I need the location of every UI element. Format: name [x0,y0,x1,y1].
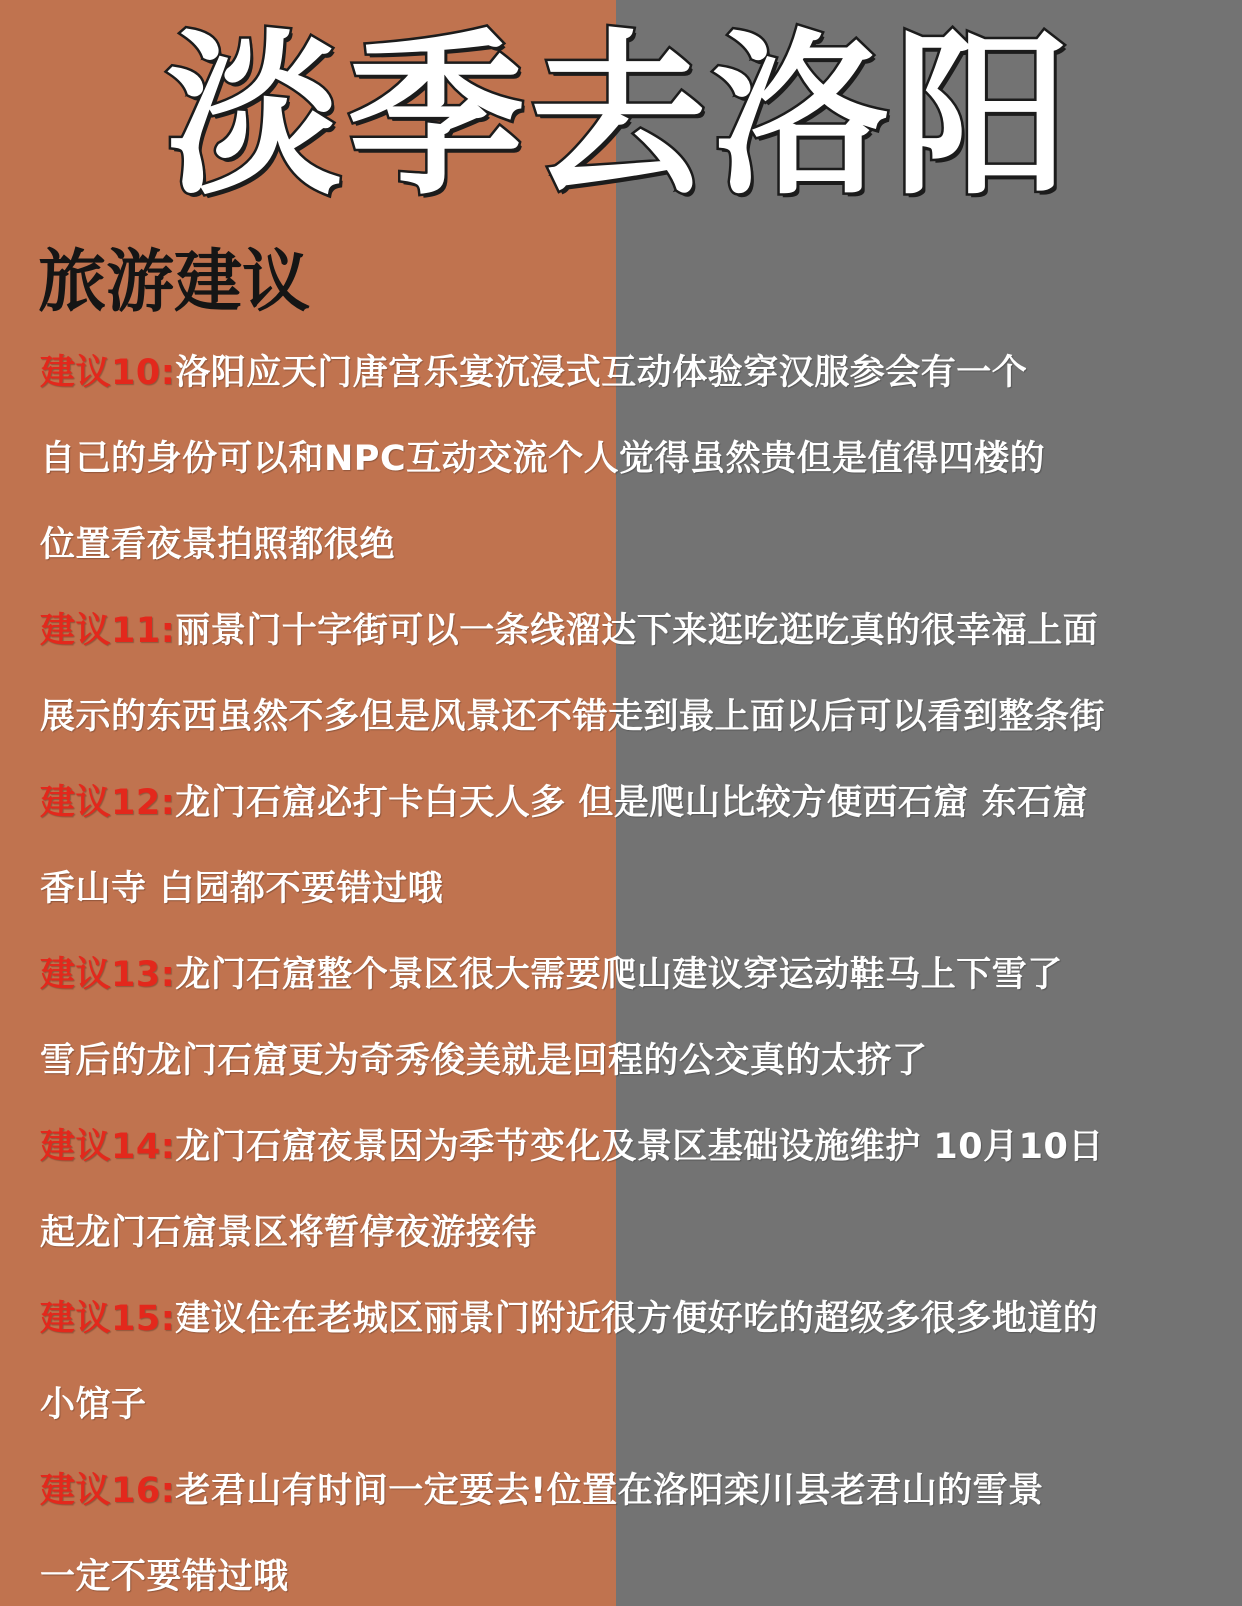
tip-label: 建议15: [40,1299,176,1339]
tip-label: 建议13: [40,955,176,995]
tip-label: 建议12: [40,783,176,823]
tip-line: 一定不要错过哦 [40,1557,289,1597]
tip-line [40,330,1220,416]
poster-title: 淡季去洛阳 [165,14,1076,219]
tip-16 [40,1448,1220,1606]
tip-15 [40,1276,1220,1448]
tip-text: 丽景门十字街可以一条线溜达下来逛吃逛吃真的很幸福上面 [175,611,1099,651]
tip-line: 香山寺 白园都不要错过哦 [40,869,444,909]
tip-line: 展示的东西虽然不多但是风景还不错走到最上面以后可以看到整条街 [40,697,1106,737]
tip-line: 雪后的龙门石窟更为奇秀俊美就是回程的公交真的太挤了 [40,1041,928,1081]
tip-line [40,760,1220,846]
tip-11 [40,588,1220,760]
tip-text: 老君山有时间一定要去!位置在洛阳栾川县老君山的雪景 [175,1471,1044,1511]
tips-list [40,330,1220,1606]
tip-line: 位置看夜景拍照都很绝 [40,525,396,565]
tip-label: 建议14: [40,1127,176,1167]
tip-14 [40,1104,1220,1276]
tip-line [40,932,1220,1018]
tip-label: 建议11: [40,611,176,651]
tip-line [40,1448,1220,1534]
tip-10 [40,330,1220,588]
tip-line: 小馆子 [40,1385,147,1425]
tip-line [40,1276,1220,1362]
tip-text: 龙门石窟必打卡白天人多 但是爬山比较方便西石窟 东石窟 [175,783,1089,823]
tip-line [40,1104,1220,1190]
tip-text: 建议住在老城区丽景门附近很方便好吃的超级多很多地道的 [175,1299,1099,1339]
tip-line [40,588,1220,674]
tip-text: 龙门石窟夜景因为季节变化及景区基础设施维护 10月10日 [175,1127,1104,1167]
tip-label: 建议10: [40,353,176,393]
tip-13 [40,932,1220,1104]
section-subtitle: 旅游建议 [38,243,311,322]
tip-line: 起龙门石窟景区将暂停夜游接待 [40,1213,538,1253]
tip-line: 自己的身份可以和NPC互动交流个人觉得虽然贵但是值得四楼的 [40,439,1046,479]
tip-text: 龙门石窟整个景区很大需要爬山建议穿运动鞋马上下雪了 [175,955,1063,995]
tip-text: 洛阳应天门唐宫乐宴沉浸式互动体验穿汉服参会有一个 [175,353,1028,393]
tip-label: 建议16: [40,1471,176,1511]
tip-12 [40,760,1220,932]
